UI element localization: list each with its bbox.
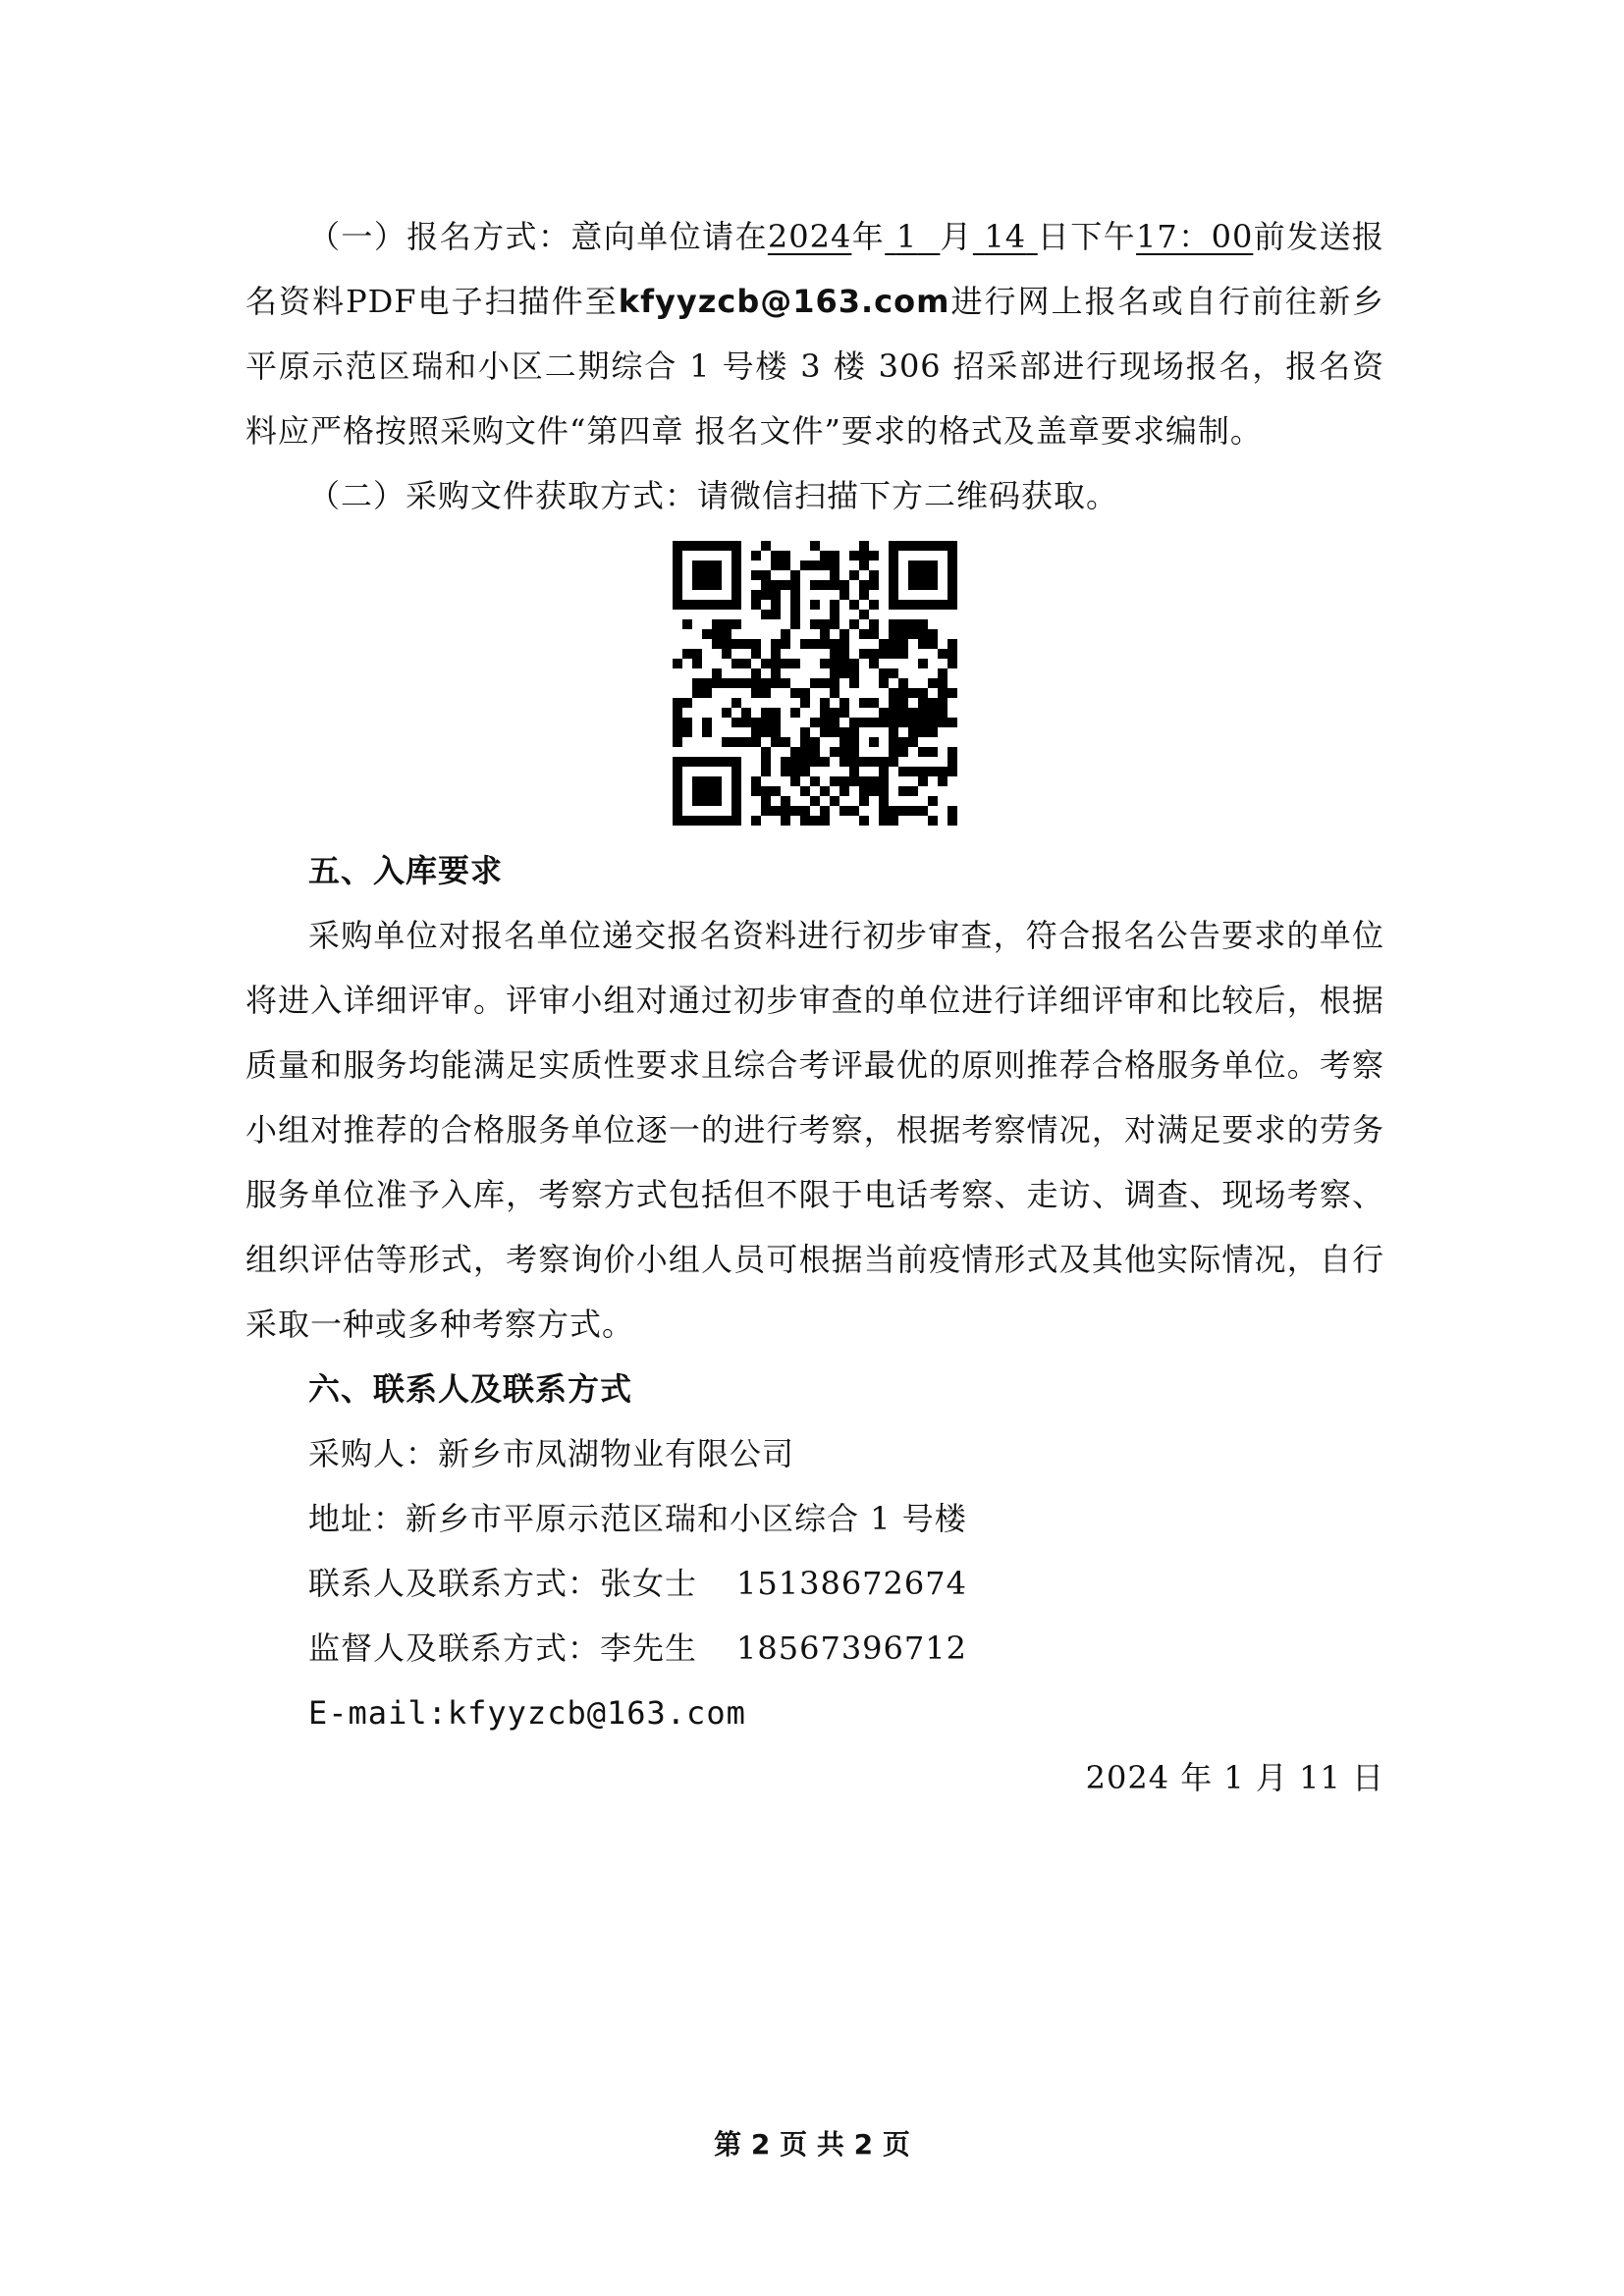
section-5-heading: 五、入库要求 (308, 852, 504, 889)
supervisor-line (245, 1616, 1384, 1681)
page-content (245, 204, 1384, 1810)
year-unit: 年 (851, 218, 886, 255)
document-acquisition-paragraph: （二）采购文件获取方式：请微信扫描下方二维码获取。 (308, 477, 1119, 514)
email-line[interactable]: E-mail:kfyyzcb@163.com (308, 1694, 746, 1732)
registration-prefix: （一）报名方式：意向单位请在 (308, 218, 768, 255)
registration-month (885, 218, 940, 255)
section-5-body: 采购单位对报名单位递交报名资料进行初步审查，符合报名公告要求的单位将进入详细评审。评审小组对通过初步审查的单位进行详细评审和比较后，根据质量和服务均能满足实质性要求且综合考评最优的原则推荐合格服务单位。考察小组对推荐的合格服务单位逐一的进行考察，根据考察情况，对满足要求的劳务服务单位准予入库，考察方式包括但不限于电话考察、走访、调查、现场考察、组织评估等形式，考察询价小组人员可根据当前疫情形式及其他实际情况，自行采取一种或多种考察方式。 (245, 917, 1384, 1343)
registration-email-link[interactable]: kfyyzcb@163.com (618, 283, 950, 320)
contact-person-phone: 15138672674 (736, 1565, 967, 1602)
section-6-heading: 六、联系人及联系方式 (308, 1370, 633, 1408)
month-unit: 月 (940, 218, 973, 255)
document-date: 2024 年 1 月 11 日 (1085, 1759, 1384, 1796)
month-value: 1 (895, 218, 918, 255)
registration-year: 2024 (767, 218, 852, 255)
qr-code-icon[interactable] (673, 541, 957, 826)
registration-after-time: 前发送报名资料PDF电子扫描件至 (245, 218, 1385, 320)
address-line: 地址：新乡市平原示范区瑞和小区综合 1 号楼 (308, 1500, 967, 1537)
supervisor-label: 监督人及联系方式：李先生 (308, 1629, 698, 1667)
day-unit: 日下午 (1037, 218, 1137, 255)
registration-time: 17：00 (1136, 218, 1254, 255)
registration-rest: 进行网上报名或自行前往新乡平原示范区瑞和小区二期综合 1 号楼 3 楼 306 招采部进行现场报名，报名资料应严格按照采购文件“第四章 报名文件”要求的格式及盖章要求编制。 (245, 283, 1384, 450)
registration-day (973, 218, 1038, 255)
page-footer: 第 2 页 共 2 页 (714, 2128, 910, 2161)
qr-code-container (245, 528, 1384, 838)
day-value: 14 (984, 218, 1027, 255)
supervisor-phone: 18567396712 (736, 1629, 967, 1667)
registration-method-paragraph (245, 204, 1384, 463)
purchaser-line: 采购人：新乡市凤湖物业有限公司 (308, 1435, 795, 1472)
contact-person-line (245, 1551, 1384, 1616)
contact-person-label: 联系人及联系方式：张女士 (308, 1565, 698, 1602)
